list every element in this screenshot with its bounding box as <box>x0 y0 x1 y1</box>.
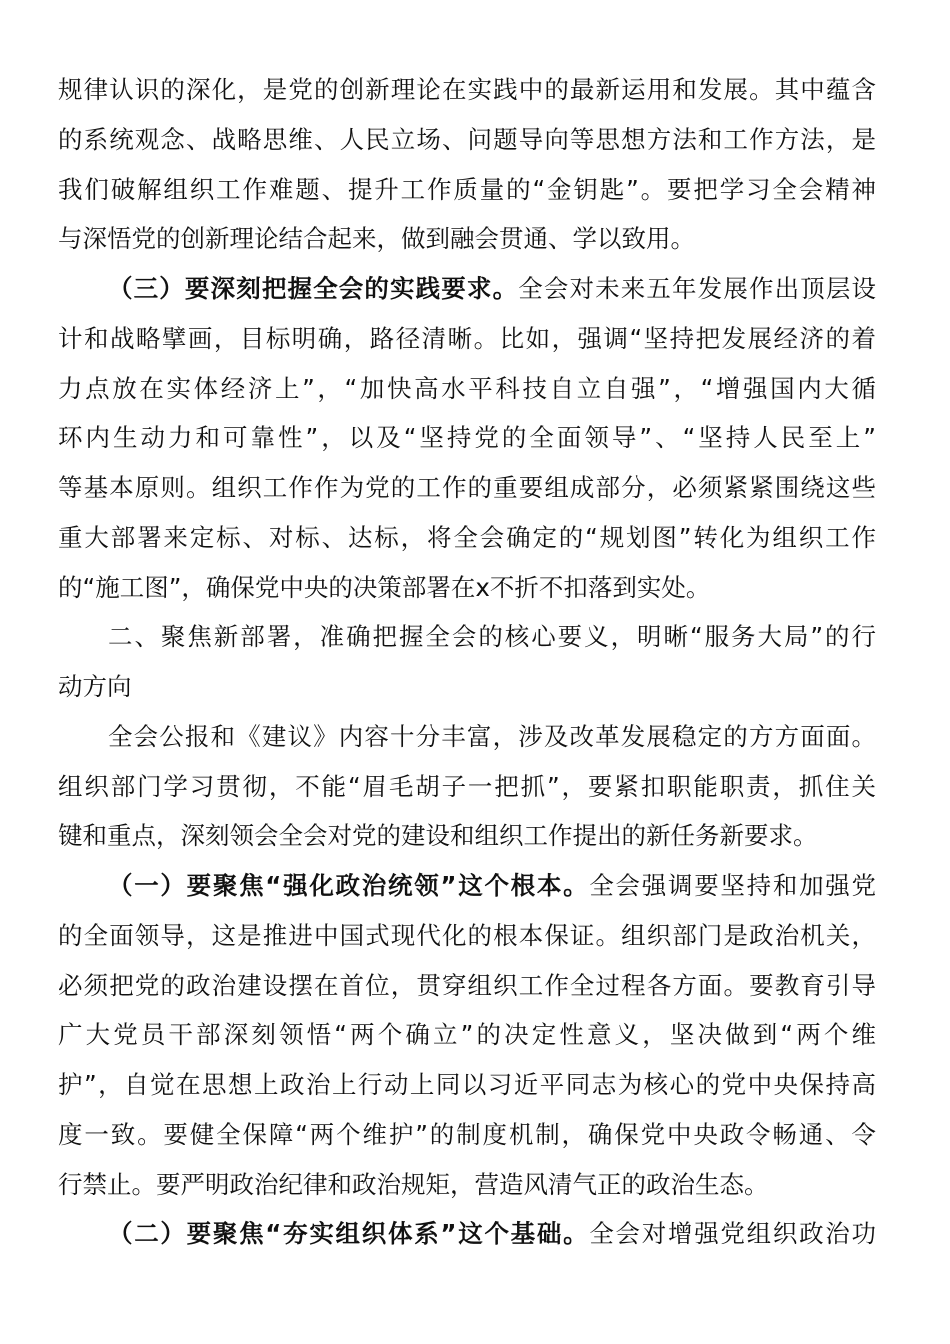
body-text: 计和战略擘画，目标明确，路径清晰。比如，强调“坚持把发展经济的着 <box>58 323 876 353</box>
body-text: 广大党员干部深刻领悟“两个确立”的决定性意义，坚决做到“两个维 <box>58 1020 876 1050</box>
body-text: 力点放在实体经济上”，“加快高水平科技自立自强”，“增强国内大循 <box>58 373 876 403</box>
body-text: 全会对未来五年发展作出顶层设 <box>518 274 877 303</box>
body-text: 必须把党的政治建设摆在首位，贯穿组织工作全过程各方面。要教育引导 <box>58 970 876 1000</box>
text-line <box>58 966 876 1006</box>
body-text: 重大部署来定标、对标、达标，将全会确定的“规划图”转化为组织工作 <box>58 522 876 552</box>
body-text: 组织部门学习贯彻，不能“眉毛胡子一把抓”，要紧扣职能职责，抓住关 <box>58 771 876 801</box>
text-line <box>58 816 876 856</box>
text-line <box>58 468 876 508</box>
text-line <box>58 1015 876 1055</box>
text-line <box>58 1214 876 1254</box>
text-line <box>58 319 876 359</box>
text-line <box>58 1065 876 1105</box>
text-line <box>58 568 876 608</box>
body-text: 的系统观念、战略思维、人民立场、问题导向等思想方法和工作方法，是 <box>58 124 876 154</box>
body-text: 的“施工图”，确保党中央的决策部署在x不折不扣落到实处。 <box>58 572 711 602</box>
text-line <box>58 70 876 110</box>
body-text: 全会公报和《建议》内容十分丰富，涉及改革发展稳定的方方面面。 <box>108 721 876 751</box>
text-line <box>58 219 876 259</box>
body-text: 键和重点，深刻领会全会对党的建设和组织工作提出的新任务新要求。 <box>58 821 818 851</box>
text-line <box>58 369 876 409</box>
text-line <box>58 866 876 906</box>
text-line <box>58 518 876 558</box>
bold-heading-text: （三）要深刻把握全会的实践要求。 <box>108 274 519 303</box>
text-line <box>58 170 876 210</box>
text-line <box>58 1115 876 1155</box>
body-text: 全会对增强党组织政治功 <box>589 1219 876 1249</box>
text-line <box>58 916 876 956</box>
body-text: 我们破解组织工作难题、提升工作质量的“金钥匙”。要把学习全会精神 <box>58 174 876 204</box>
text-line <box>58 617 876 657</box>
body-text: 等基本原则。组织工作作为党的工作的重要组成部分，必须紧紧围绕这些 <box>58 473 876 502</box>
body-text: 护”，自觉在思想上政治上行动上同以习近平同志为核心的党中央保持高 <box>58 1070 876 1099</box>
text-line <box>58 120 876 160</box>
text-line <box>58 418 876 458</box>
text-line <box>58 667 876 707</box>
body-text: 全会强调要坚持和加强党 <box>589 871 876 900</box>
body-text: 动方向 <box>58 672 132 701</box>
body-text: 二、聚焦新部署，准确把握全会的核心要义，明晰“服务大局”的行 <box>108 622 876 652</box>
body-text: 行禁止。要严明政治纪律和政治规矩，营造风清气正的政治生态。 <box>58 1169 769 1199</box>
body-text: 环内生动力和可靠性”，以及“坚持党的全面领导”、“坚持人民至上” <box>58 423 876 453</box>
text-line <box>58 717 876 757</box>
bold-heading-text: （一）要聚焦“强化政治统领”这个根本。 <box>108 871 590 900</box>
text-line <box>58 269 876 309</box>
body-text: 度一致。要健全保障“两个维护”的制度机制，确保党中央政令畅通、令 <box>58 1119 876 1149</box>
text-line <box>58 767 876 807</box>
bold-heading-text: （二）要聚焦“夯实组织体系”这个基础。 <box>108 1219 590 1249</box>
body-text: 的全面领导，这是推进中国式现代化的根本保证。组织部门是政治机关， <box>58 920 876 950</box>
body-text: 与深悟党的创新理论结合起来，做到融会贯通、学以致用。 <box>58 224 695 254</box>
text-line <box>58 1165 876 1205</box>
body-text: 规律认识的深化，是党的创新理论在实践中的最新运用和发展。其中蕴含 <box>58 75 876 104</box>
